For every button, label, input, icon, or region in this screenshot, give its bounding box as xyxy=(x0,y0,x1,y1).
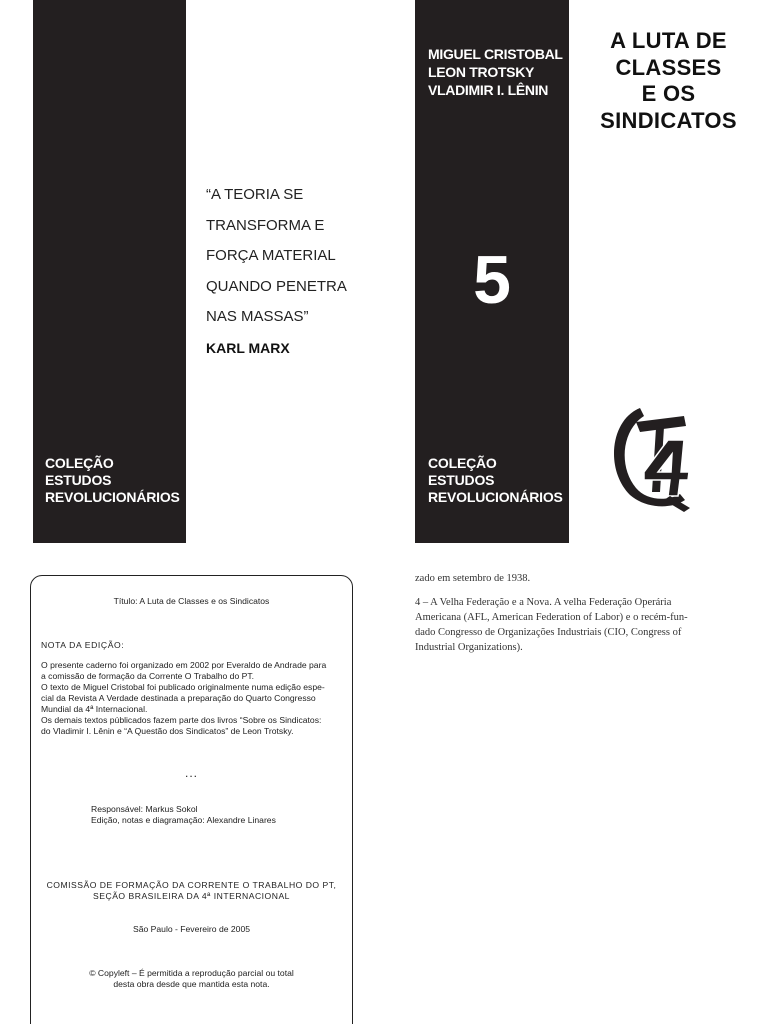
quote-line: “A TEORIA SE xyxy=(206,186,304,203)
note-line: Os demais textos públicados fazem parte dos livros “Sobre os Sindicatos: xyxy=(41,715,322,725)
quote-line: QUANDO PENETRA xyxy=(206,277,347,295)
edition-note-heading: NOTA DA EDIÇÃO: xyxy=(41,640,125,650)
title-line: SINDICATOS xyxy=(600,107,737,133)
footnote-line: Industrial Organizations). xyxy=(415,642,523,653)
note-line: O texto de Miguel Cristobal foi publicado originalmente numa edição espe- xyxy=(41,682,325,692)
collection-line: ESTUDOS xyxy=(428,472,495,488)
responsible-line: Responsável: Markus Sokol xyxy=(91,804,198,814)
quote-line: TRANSFORMA E xyxy=(206,216,325,234)
note-line: a comissão de formação da Corrente O Trabalho do PT. xyxy=(41,671,255,681)
marx-quote xyxy=(206,180,347,333)
quote-line: NAS MASSAS” xyxy=(206,308,309,325)
author-name: LEON TROTSKY xyxy=(428,64,535,80)
volume-number: 5 xyxy=(473,242,511,318)
collection-line: REVOLUCIONÁRIOS xyxy=(428,489,563,505)
credits-title: Título: A Luta de Classes e os Sindicatos xyxy=(113,596,270,606)
separator: ... xyxy=(184,766,198,780)
title-line: A LUTA DE xyxy=(610,28,727,53)
collection-label-back xyxy=(45,455,180,506)
quote-line: FORÇA MATERIAL xyxy=(206,247,336,264)
book-title xyxy=(569,28,768,134)
collection-line: COLEÇÃO xyxy=(45,455,114,471)
note-line: Mundial da 4ª Internacional. xyxy=(41,704,148,714)
org-line: COMISSÃO DE FORMAÇÃO DA CORRENTE O TRABALHO DO PT, xyxy=(46,880,337,890)
organization xyxy=(31,880,352,902)
copyleft-notice xyxy=(31,968,352,990)
edition-note-body xyxy=(41,660,346,737)
footnote-continuation: zado em setembro de 1938. xyxy=(415,573,531,584)
footnote-line: Americana (AFL, American Federation of Labor) e o recém-fun- xyxy=(415,612,688,623)
publication-date: São Paulo - Fevereiro de 2005 xyxy=(132,924,251,934)
editing-line: Edição, notas e diagramação: Alexandre Linares xyxy=(91,815,276,825)
note-line: cial da Revista A Verdade destinada a preparação do Quarto Congresso xyxy=(41,693,316,703)
footnote-line: dado Congresso de Organizações Industriais (CIO, Congress of xyxy=(415,627,682,638)
note-line: do Vladimir I. Lênin e “A Questão dos Sindicatos” de Leon Trotsky. xyxy=(41,726,294,736)
footnote-4 xyxy=(415,595,735,655)
footnotes xyxy=(415,571,735,655)
note-line: O presente caderno foi organizado em 2002 por Everaldo de Andrade para xyxy=(41,660,327,670)
credits-box xyxy=(30,575,353,1024)
author-name: MIGUEL CRISTOBAL xyxy=(428,46,563,62)
copyleft-line: © Copyleft – É permitida a reprodução parcial ou total xyxy=(89,968,294,978)
collection-line: ESTUDOS xyxy=(45,472,112,488)
org-line: SEÇÃO BRASILEIRA DA 4ª INTERNACIONAL xyxy=(93,891,290,901)
title-line: E OS xyxy=(641,81,696,106)
title-line: CLASSES xyxy=(615,54,722,80)
responsibility xyxy=(91,804,276,826)
author-name: VLADIMIR I. LÊNIN xyxy=(428,82,549,98)
collection-line: REVOLUCIONÁRIOS xyxy=(45,489,180,505)
fourth-international-logo-icon xyxy=(600,400,700,515)
authors-list xyxy=(428,45,563,99)
collection-label-front xyxy=(428,455,563,506)
footnote-line: 4 – A Velha Federação e a Nova. A velha Federação Operária xyxy=(415,597,672,608)
collection-line: COLEÇÃO xyxy=(428,455,497,471)
copyleft-line: desta obra desde que mantida esta nota. xyxy=(113,979,270,989)
quote-author: KARL MARX xyxy=(206,340,290,356)
